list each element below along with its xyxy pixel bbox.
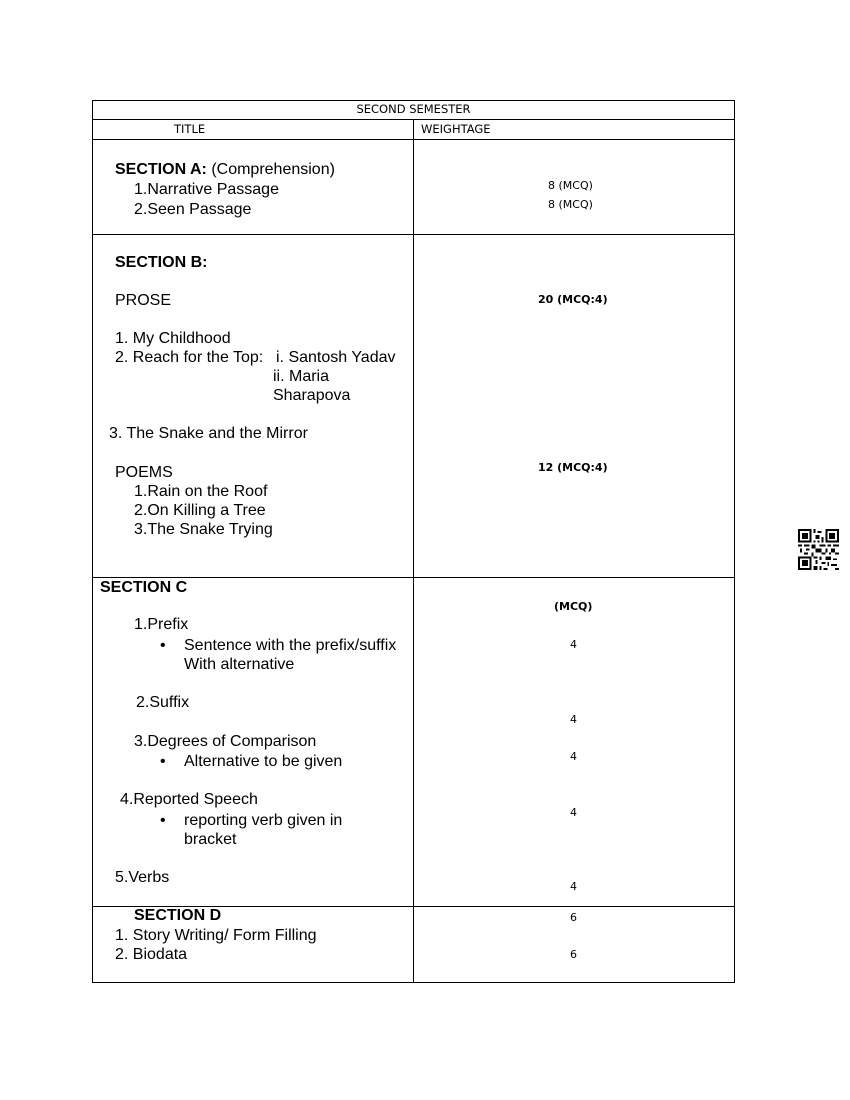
poem-item-1: 1.Rain on the Roof (134, 483, 268, 500)
poems-weight: 12 (MCQ:4) (538, 461, 608, 474)
section-d-weight-1: 6 (570, 911, 577, 924)
bullet-icon: • (160, 753, 166, 770)
prefix-item: 1.Prefix (134, 616, 189, 633)
poem-item-3: 3.The Snake Trying (134, 521, 273, 538)
reported-bullet-text-cont: bracket (184, 831, 237, 848)
section-d-heading: SECTION D (134, 907, 222, 924)
prefix-bullet-text: Sentence with the prefix/suffix (184, 637, 397, 654)
suffix-item: 2.Suffix (136, 694, 190, 711)
reported-bullet-text: reporting verb given in (184, 812, 343, 829)
table-title: SECOND SEMESTER (356, 102, 471, 116)
prose-weight: 20 (MCQ:4) (538, 293, 608, 306)
section-a-item-2: 2.Seen Passage (134, 201, 252, 218)
prose-item-1: 1. My Childhood (115, 330, 231, 347)
section-a-heading (115, 162, 335, 178)
reported-speech-item: 4.Reported Speech (120, 791, 258, 808)
verbs-weight: 4 (570, 880, 577, 893)
prose-label: PROSE (115, 292, 172, 309)
section-d-weight-2: 6 (570, 948, 577, 961)
section-a-weight-2: 8 (MCQ) (548, 198, 593, 211)
poem-item-2: 2.On Killing a Tree (134, 502, 266, 519)
prefix-bullet-text-cont: With alternative (184, 656, 295, 673)
prefix-weight: 4 (570, 638, 577, 651)
prose-item-3: 3. The Snake and the Mirror (109, 425, 308, 442)
reported-weight: 4 (570, 806, 577, 819)
section-a-item-1: 1.Narrative Passage (134, 181, 279, 198)
verbs-item: 5.Verbs (115, 869, 170, 886)
section-b-heading: SECTION B: (115, 254, 208, 271)
prose-item-2-sub-2: ii. Maria (273, 368, 330, 385)
section-a-weight-1: 8 (MCQ) (548, 179, 593, 192)
prose-item-2: 2. Reach for the Top: (115, 349, 264, 366)
column-header-weightage: WEIGHTAGE (421, 122, 491, 136)
bullet-icon: • (160, 637, 166, 654)
section-d-item-1: 1. Story Writing/ Form Filling (115, 927, 317, 944)
qr-code-icon[interactable] (798, 529, 839, 570)
section-a-label: SECTION A: (115, 161, 207, 178)
suffix-weight: 4 (570, 713, 577, 726)
prose-item-2-sub-1: i. Santosh Yadav (276, 349, 396, 366)
poems-label: POEMS (115, 464, 173, 481)
degrees-item: 3.Degrees of Comparison (134, 733, 317, 750)
section-c-mcq-label: (MCQ) (554, 600, 593, 613)
section-d-item-2: 2. Biodata (115, 946, 188, 963)
prose-item-2-sub-2-cont: Sharapova (273, 387, 351, 404)
section-c-heading: SECTION C (100, 579, 188, 596)
degrees-weight: 4 (570, 750, 577, 763)
bullet-icon: • (160, 812, 166, 829)
degrees-bullet-text: Alternative to be given (184, 753, 343, 770)
column-header-title: TITLE (174, 122, 206, 136)
section-a-subheading: (Comprehension) (211, 161, 335, 178)
